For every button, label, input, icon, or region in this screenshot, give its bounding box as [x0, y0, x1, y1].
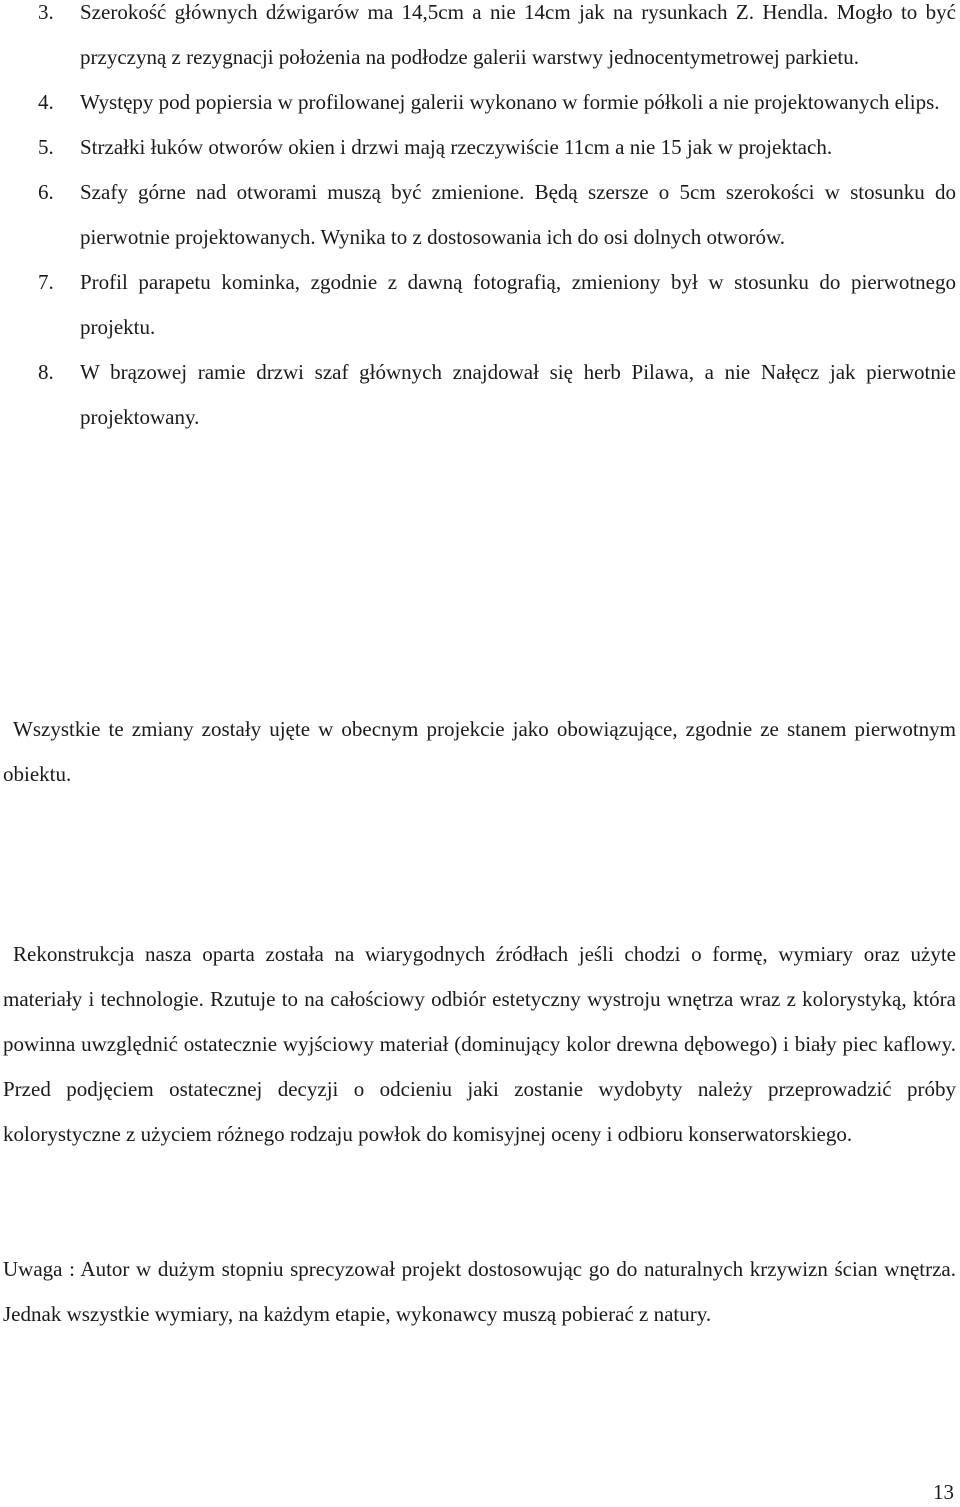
note-paragraph [3, 1247, 956, 1337]
list-number: 3. [38, 0, 54, 24]
list-text: Szerokość głównych dźwigarów ma 14,5cm a nie 14cm jak na rysunkach Z. Hendla. Mogło to być przyczyną z rezygnacji położenia na podłodze galerii warstwy jednocentymetrowej parkietu. [80, 0, 956, 69]
changes-list [0, 0, 960, 440]
summary-text: Wszystkie te zmiany zostały ujęte w obecnym projekcie jako obowiązujące, zgodnie ze stanem pierwotnym obiektu. [3, 717, 956, 786]
reconstruction-text: Rekonstrukcja nasza oparta została na wiarygodnych źródłach jeśli chodzi o formę, wymiary oraz użyte materiały i technologie. Rzutuje to na całościowy odbiór estetyczny wystroju wnętrza wraz z kolorystyką, która powinna uwzględnić ostatecznie wyjściowy materiał (dominujący kolor drewna dębowego) i biały piec kaflowy. Przed podjęciem ostatecznej decyzji o odcieniu jaki zostanie wydobyty należy przeprowadzić próby kolorystyczne z użyciem różnego rodzaju powłok do komisyjnej oceny i odbioru konserwatorskiego. [3, 942, 956, 1146]
list-number: 7. [38, 270, 54, 294]
list-number: 6. [38, 180, 54, 204]
note-text: Uwaga : Autor w dużym stopniu sprecyzował projekt dostosowując go do naturalnych krzywizn ścian wnętrza. Jednak wszystkie wymiary, na każdym etapie, wykonawcy muszą pobierać z natury. [3, 1257, 956, 1326]
list-item [0, 125, 960, 170]
list-item [0, 260, 960, 350]
list-text: Strzałki łuków otworów okien i drzwi mają rzeczywiście 11cm a nie 15 jak w projektach. [80, 135, 833, 159]
list-text: Występy pod popiersia w profilowanej galerii wykonano w formie półkoli a nie projektowanych elips. [80, 90, 940, 114]
list-number: 4. [38, 90, 54, 114]
list-item [0, 170, 960, 260]
list-item [0, 0, 960, 80]
list-item [0, 350, 960, 440]
list-text: Szafy górne nad otworami muszą być zmienione. Będą szersze o 5cm szerokości w stosunku do pierwotnie projektowanych. Wynika to z dostosowania ich do osi dolnych otworów. [80, 180, 956, 249]
list-item [0, 80, 960, 125]
list-text: Profil parapetu kominka, zgodnie z dawną fotografią, zmieniony był w stosunku do pierwotnego projektu. [80, 270, 956, 339]
summary-paragraph [3, 707, 956, 797]
list-number: 5. [38, 135, 54, 159]
page-number: 13 [933, 1480, 954, 1504]
reconstruction-paragraph [3, 932, 956, 1157]
list-text: W brązowej ramie drzwi szaf głównych znajdował się herb Pilawa, a nie Nałęcz jak pierwotnie projektowany. [80, 360, 956, 429]
list-number: 8. [38, 360, 54, 384]
